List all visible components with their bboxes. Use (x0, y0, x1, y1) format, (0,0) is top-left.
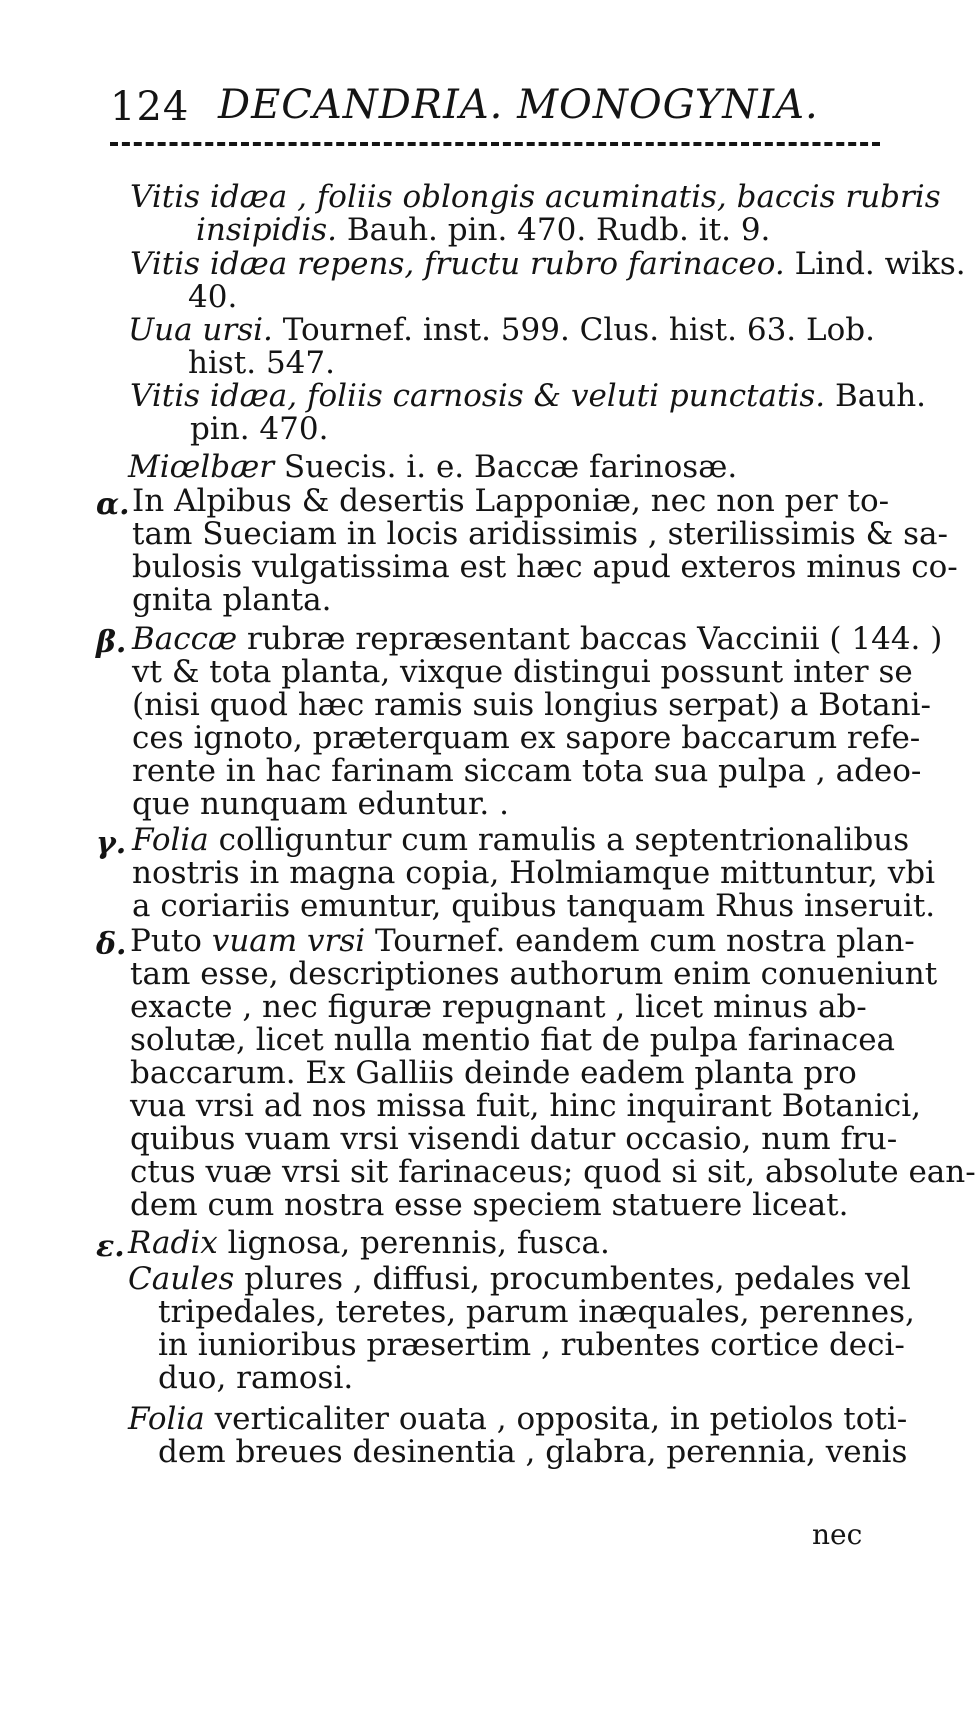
text-line: pin. 470. (190, 411, 329, 447)
text-line: hist. 547. (188, 345, 335, 381)
text-line: (nisi quod hæc ramis suis longius serpat) a Botani- (132, 687, 931, 723)
text-line: Puto vuam vrsi Tournef. eandem cum nostra plan- (130, 923, 915, 959)
text-line: Radix lignosa, perennis, fusca. (128, 1225, 610, 1261)
text-line: a coriariis emuntur, quibus tanquam Rhus inseruit. (132, 888, 936, 924)
note-marker: γ. (96, 826, 127, 861)
catchword: nec (812, 1518, 863, 1551)
text-line: quibus vuam vrsi visendi datur occasio, num fru- (130, 1121, 898, 1157)
note-marker: β. (96, 625, 127, 660)
text-line: Baccæ rubræ repræsentant baccas Vaccinii ( 144. ) (132, 621, 943, 657)
page-header (110, 78, 890, 138)
text-line: vt & tota planta, vixque distingui possunt inter se (132, 654, 913, 690)
text-line: baccarum. Ex Galliis deinde eadem planta pro (130, 1055, 857, 1091)
text-line: nostris in magna copia, Holmiamque mittuntur, vbi (132, 855, 936, 891)
text-line: rente in hac farinam siccam tota sua pulpa , adeo- (132, 753, 922, 789)
text-line: tam Sueciam in locis aridissimis , sterilissimis & sa- (132, 516, 948, 552)
text-line: duo, ramosi. (158, 1360, 354, 1396)
note-marker: δ. (96, 927, 127, 962)
text-line: Folia verticaliter ouata , opposita, in petiolos toti- (128, 1401, 908, 1437)
text-line: In Alpibus & desertis Lapponiæ, nec non per to- (132, 483, 890, 519)
text-line: que nunquam eduntur. . (132, 786, 509, 822)
header-rule (110, 142, 880, 146)
text-line: gnita planta. (132, 582, 332, 618)
text-line: ces ignoto, præterquam ex sapore baccarum refe- (132, 720, 921, 756)
text-line: ctus vuæ vrsi sit farinaceus; quod si sit, absolute ean- (130, 1154, 976, 1190)
text-line: Vitis idæa , foliis oblongis acuminatis, baccis rubris (130, 179, 941, 215)
text-line: tripedales, teretes, parum inæquales, perennes, (158, 1294, 915, 1330)
note-marker: ε. (96, 1229, 125, 1264)
text-line: tam esse, descriptiones authorum enim conueniunt (130, 956, 938, 992)
text-line: 40. (188, 279, 238, 315)
vernacular-name: Miœlbær Suecis. i. e. Baccæ farinosæ. (128, 449, 738, 485)
text-line: Caules plures , diffusi, procumbentes, pedales vel (128, 1261, 911, 1297)
text-line: Vitis idæa, foliis carnosis & veluti punctatis. Bauh. (130, 378, 927, 414)
running-title: DECANDRIA. MONOGYNIA. (218, 82, 819, 128)
text-line: in iunioribus præsertim , rubentes cortice deci- (158, 1327, 905, 1363)
text-line: Vitis idæa repens, fructu rubro farinaceo. Lind. wiks. (130, 246, 966, 282)
text-line: solutæ, licet nulla mentio fiat de pulpa farinacea (130, 1022, 896, 1058)
text-line: dem breues desinentia , glabra, perennia, venis (158, 1434, 908, 1470)
note-marker: α. (96, 487, 130, 522)
text-line: Folia colliguntur cum ramulis a septentrionalibus (132, 822, 910, 858)
text-line: vua vrsi ad nos missa fuit, hinc inquirant Botanici, (130, 1088, 922, 1124)
text-line: bulosis vulgatissima est hæc apud exteros minus co- (132, 549, 958, 585)
italic-term: vuam vrsi (211, 923, 366, 959)
text-line: dem cum nostra esse speciem statuere liceat. (130, 1187, 849, 1223)
text-line: Uua ursi. Tournef. inst. 599. Clus. hist. 63. Lob. (128, 312, 875, 348)
page-number: 124 (110, 84, 190, 130)
text-line: insipidis. Bauh. pin. 470. Rudb. it. 9. (196, 212, 771, 248)
text-line: exacte , nec figuræ repugnant , licet minus ab- (130, 989, 867, 1025)
